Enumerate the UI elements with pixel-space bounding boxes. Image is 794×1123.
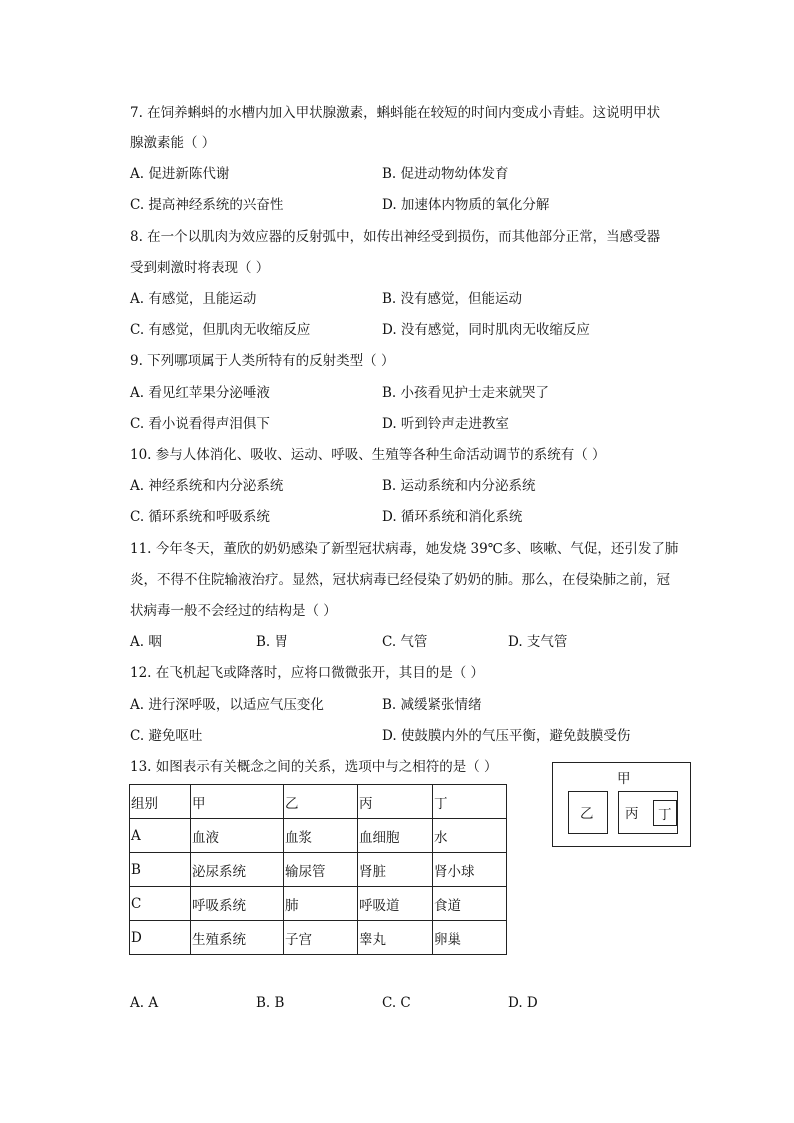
q9-option-c: C. 看小说看得声泪俱下 xyxy=(130,416,270,432)
table-cell: A xyxy=(130,819,191,853)
q12-option-d: D. 使鼓膜内外的气压平衡，避免鼓膜受伤 xyxy=(382,728,631,744)
q12-option-a: A. 进行深呼吸，以适应气压变化 xyxy=(130,697,324,713)
q7-option-d: D. 加速体内物质的氧化分解 xyxy=(382,197,550,213)
q8-stem-line1: 8. 在一个以肌肉为效应器的反射弧中，如传出神经受到损伤，而其他部分正常，当感受器 xyxy=(130,229,661,245)
concept-diagram xyxy=(552,762,691,847)
q10-option-b: B. 运动系统和内分泌系统 xyxy=(382,478,536,494)
q9-option-a: A. 看见红苹果分泌唾液 xyxy=(130,385,270,401)
table-row xyxy=(130,819,507,853)
q13-option-d: D. D xyxy=(508,995,538,1011)
q10-option-a: A. 神经系统和内分泌系统 xyxy=(130,478,284,494)
table-header-cell: 甲 xyxy=(191,785,284,819)
q8-option-a: A. 有感觉，且能运动 xyxy=(130,291,257,307)
q11-option-c: C. 气管 xyxy=(382,634,428,650)
q7-option-b: B. 促进动物幼体发育 xyxy=(382,166,509,182)
table-header-cell: 丁 xyxy=(433,785,507,819)
table-cell: 呼吸系统 xyxy=(191,887,284,921)
q10-stem-line1: 10. 参与人体消化、吸收、运动、呼吸、生殖等各种生命活动调节的系统有（ ） xyxy=(130,447,606,463)
q10-option-c: C. 循环系统和呼吸系统 xyxy=(130,509,270,525)
table-cell: 肾小球 xyxy=(433,853,507,887)
table-cell: 生殖系统 xyxy=(191,921,284,955)
table-cell: 睾丸 xyxy=(358,921,433,955)
q9-option-b: B. 小孩看见护士走来就哭了 xyxy=(382,385,550,401)
table-row xyxy=(130,921,507,955)
q11-option-a: A. 咽 xyxy=(130,634,162,650)
q7-option-c: C. 提高神经系统的兴奋性 xyxy=(130,197,284,213)
table-cell: 肾脏 xyxy=(358,853,433,887)
table-cell: 肺 xyxy=(284,887,358,921)
q13-option-a: A. A xyxy=(130,995,159,1011)
table-header-cell: 组别 xyxy=(130,785,191,819)
q13-option-b: B. B xyxy=(256,995,285,1011)
diagram-box-bing xyxy=(618,791,678,834)
table-cell: 输尿管 xyxy=(284,853,358,887)
diagram-label-bing: 丙 xyxy=(625,806,639,822)
table-cell: C xyxy=(130,887,191,921)
q8-stem-line2: 受到刺激时将表现（ ） xyxy=(130,260,270,276)
q10-option-d: D. 循环系统和消化系统 xyxy=(382,509,523,525)
diagram-box-ding xyxy=(653,800,677,826)
table-header-cell: 乙 xyxy=(284,785,358,819)
table-row xyxy=(130,853,507,887)
q13-table xyxy=(129,784,507,955)
q9-stem-line1: 9. 下列哪项属于人类所特有的反射类型（ ） xyxy=(130,353,395,369)
q11-stem-line2: 炎，不得不住院输液治疗。显然，冠状病毒已经侵染了奶奶的肺。那么，在侵染肺之前，冠 xyxy=(130,572,670,588)
table-cell: 泌尿系统 xyxy=(191,853,284,887)
table-row xyxy=(130,887,507,921)
q8-option-d: D. 没有感觉，同时肌肉无收缩反应 xyxy=(382,322,590,338)
table-cell: 血浆 xyxy=(284,819,358,853)
table-cell: B xyxy=(130,853,191,887)
q7-stem-line1: 7. 在饲养蝌蚪的水槽内加入甲状腺激素，蝌蚪能在较短的时间内变成小青蛙。这说明甲状 xyxy=(130,105,661,121)
diagram-label-jia: 甲 xyxy=(617,771,631,787)
diagram-label-yi: 乙 xyxy=(580,806,594,822)
q11-option-b: B. 胃 xyxy=(256,634,289,650)
table-header-cell: 丙 xyxy=(358,785,433,819)
q11-stem-line1: 11. 今年冬天，董欣的奶奶感染了新型冠状病毒，她发烧 39℃多、咳嗽、气促，还引发了肺 xyxy=(130,541,679,557)
table-cell: D xyxy=(130,921,191,955)
table-header-row xyxy=(130,785,507,819)
q7-option-a: A. 促进新陈代谢 xyxy=(130,166,230,182)
q12-option-b: B. 减缓紧张情绪 xyxy=(382,697,482,713)
table-cell: 食道 xyxy=(433,887,507,921)
q11-option-d: D. 支气管 xyxy=(508,634,568,650)
table-cell: 血液 xyxy=(191,819,284,853)
q13-stem-line1: 13. 如图表示有关概念之间的关系，选项中与之相符的是（ ） xyxy=(130,759,498,775)
table-cell: 水 xyxy=(433,819,507,853)
q13-option-c: C. C xyxy=(382,995,411,1011)
table-cell: 卵巢 xyxy=(433,921,507,955)
diagram-label-ding: 丁 xyxy=(658,807,672,823)
table-cell: 血细胞 xyxy=(358,819,433,853)
table-cell: 子宫 xyxy=(284,921,358,955)
q7-stem-line2: 腺激素能（ ） xyxy=(130,135,216,151)
table-cell: 呼吸道 xyxy=(358,887,433,921)
q12-stem-line1: 12. 在飞机起飞或降落时，应将口微微张开，其目的是（ ） xyxy=(130,665,485,681)
q8-option-c: C. 有感觉，但肌肉无收缩反应 xyxy=(130,322,311,338)
q9-option-d: D. 听到铃声走进教室 xyxy=(382,416,509,432)
q12-option-c: C. 避免呕吐 xyxy=(130,728,203,744)
diagram-box-yi xyxy=(568,791,608,834)
q8-option-b: B. 没有感觉，但能运动 xyxy=(382,291,523,307)
q11-stem-line3: 状病毒一般不会经过的结构是（ ） xyxy=(130,603,337,619)
